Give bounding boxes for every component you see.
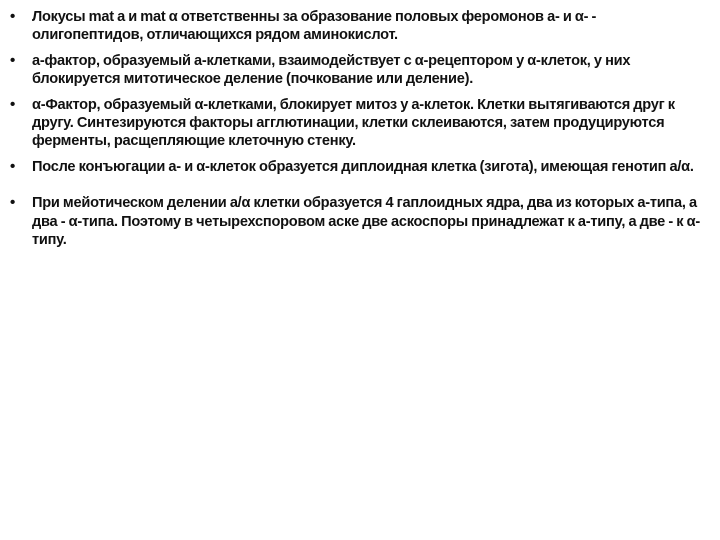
bullet-text: Локусы mat a и mat α ответственны за образование половых феромонов a- и α- - олигопептидов, отличающихся рядом аминокислот. xyxy=(32,9,597,44)
bullet-text: После конъюгации a- и α-клеток образуется диплоидная клетка (зигота), имеющая генотип a/α. xyxy=(32,158,694,175)
bullet-item xyxy=(10,96,708,151)
bullet-item xyxy=(10,8,708,45)
bullet-dot-icon: • xyxy=(10,157,16,175)
bullet-item xyxy=(10,194,708,249)
bullet-item xyxy=(10,52,708,89)
bullet-dot-icon: • xyxy=(10,8,16,25)
bullet-text: a-фактор, образуемый a-клетками, взаимодействует с α-рецептором у α-клеток, у них блокируется митотическое деление (почкование или деление). xyxy=(32,52,631,88)
bullet-text: α-Фактор, образуемый α-клетками, блокирует митоз у a-клеток. Клетки вытягиваются друг к другу. Синтезируются факторы агглютинации, клетки склеиваются, затем продуцируются ферменты, расщепляющие клеточную стенку. xyxy=(32,96,675,150)
bullet-list xyxy=(10,8,708,256)
bullet-dot-icon: • xyxy=(10,194,16,212)
bullet-dot-icon: • xyxy=(10,95,16,113)
bullet-dot-icon: • xyxy=(10,51,16,69)
bullet-item xyxy=(10,158,708,176)
bullet-text: При мейотическом делении a/α клетки образуется 4 гаплоидных ядра, два из которых a-типа, а два - α-типа. Поэтому в четырехспоровом аске две аскоспоры принадлежат к a-типу, а две - к α-типу. xyxy=(32,195,700,249)
